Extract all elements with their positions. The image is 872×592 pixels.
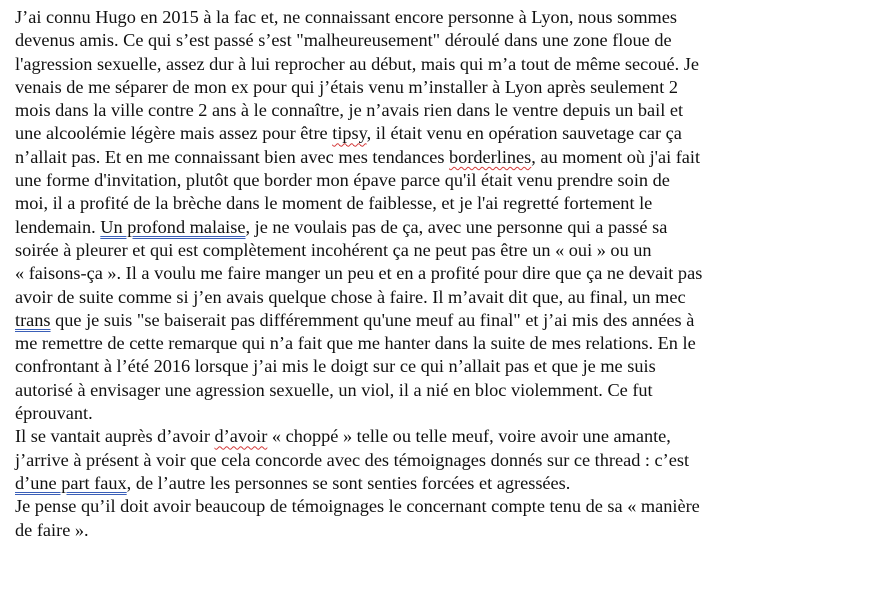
text-run: lendemain. xyxy=(15,216,101,237)
text-line xyxy=(15,355,865,378)
text-line xyxy=(15,192,865,215)
text-run: J’ai connu Hugo en 2015 à la fac et, ne connaissant encore personne à Lyon, nous sommes xyxy=(15,7,677,27)
text-line xyxy=(15,402,865,425)
text-run: éprouvant. xyxy=(15,403,93,424)
text-run: avoir de suite comme si j’en avais quelque chose à faire. Il m’avait dit que, au final, un mec xyxy=(15,286,686,307)
text-run: Je pense qu’il doit avoir beaucoup de témoignages le concernant compte tenu de sa « manière xyxy=(15,496,700,517)
text-line xyxy=(15,379,865,402)
text-run: une forme d'invitation, plutôt que border mon épave parce qu'il était venu prendre soin de xyxy=(15,170,670,191)
text-run: , je ne voulais pas de ça, avec une personne qui a passé sa xyxy=(245,216,668,237)
text-run: confrontant à l’été 2016 lorsque j’ai mis le doigt sur ce qui n’allait pas et que je me suis xyxy=(15,356,656,377)
text-line xyxy=(15,332,865,355)
text-run: , de l’autre les personnes se sont senties forcées et agressées. xyxy=(126,472,571,493)
text-line xyxy=(15,239,865,262)
text-line xyxy=(15,6,865,29)
spellcheck-flagged-word[interactable]: borderlines xyxy=(449,146,532,167)
text-run: , au moment où j'ai fait xyxy=(531,146,701,167)
text-line xyxy=(15,29,865,52)
text-line xyxy=(15,449,865,472)
text-line xyxy=(15,495,865,518)
grammar-flagged-phrase[interactable]: Un profond malaise xyxy=(100,216,246,237)
text-run: une alcoolémie légère mais assez pour être xyxy=(15,123,333,144)
spellcheck-flagged-word[interactable]: tipsy xyxy=(332,123,367,144)
text-run: n’allait pas. Et en me connaissant bien avec mes tendances xyxy=(15,146,450,167)
spellcheck-flagged-word[interactable]: d’avoir xyxy=(214,426,268,447)
text-line xyxy=(15,146,865,169)
text-run: mois dans la ville contre 2 ans à le connaître, je n’avais rien dans le ventre depuis un bail et xyxy=(15,100,684,121)
grammar-flagged-phrase[interactable]: trans xyxy=(15,309,51,330)
text-run: que je suis "se baiserait pas différemment qu'une meuf au final" et j’ai mis des années à xyxy=(50,309,695,330)
text-run: moi, il a profité de la brèche dans le moment de faiblesse, et je l'ai regretté fortement le xyxy=(15,193,653,214)
text-line xyxy=(15,472,865,495)
grammar-flagged-phrase[interactable]: d’une part faux xyxy=(15,472,127,493)
text-run: « choppé » telle ou telle meuf, voire avoir une amante, xyxy=(267,426,671,447)
text-line xyxy=(15,262,865,285)
document-body xyxy=(15,6,865,542)
text-run: autorisé à envisager une agression sexuelle, un viol, il a nié en bloc violemment. Ce fut xyxy=(15,379,653,400)
text-line xyxy=(15,286,865,309)
text-run: « faisons-ça ». Il a voulu me faire manger un peu et en a profité pour dire que ça ne devait pas xyxy=(15,263,703,284)
text-line xyxy=(15,519,865,542)
text-run: Il se vantait auprès d’avoir xyxy=(15,426,215,447)
text-run: me remettre de cette remarque qui n’a fait que me hanter dans la suite de mes relations. En le xyxy=(15,333,696,354)
text-line xyxy=(15,76,865,99)
text-line xyxy=(15,122,865,145)
text-line xyxy=(15,425,865,448)
text-run: , il était venu en opération sauvetage car ça xyxy=(366,123,682,144)
text-line xyxy=(15,99,865,122)
text-line xyxy=(15,216,865,239)
text-run: de faire ». xyxy=(15,519,89,540)
text-run: soirée à pleurer et qui est complètement incohérent ça ne peut pas être un « oui » ou un xyxy=(15,239,652,260)
text-line xyxy=(15,169,865,192)
text-run: venais de me séparer de mon ex pour qui j’étais venu m’installer à Lyon après seulement 2 xyxy=(15,76,678,97)
text-line xyxy=(15,53,865,76)
text-run: devenus amis. Ce qui s’est passé s’est "malheureusement" déroulé dans une zone floue de xyxy=(15,30,672,51)
text-line xyxy=(15,309,865,332)
text-run: l'agression sexuelle, assez dur à lui reprocher au début, mais qui m’a tout de même secoué. Je xyxy=(15,53,700,74)
text-run: j’arrive à présent à voir que cela concorde avec des témoignages donnés sur ce thread : c’est xyxy=(15,449,690,470)
